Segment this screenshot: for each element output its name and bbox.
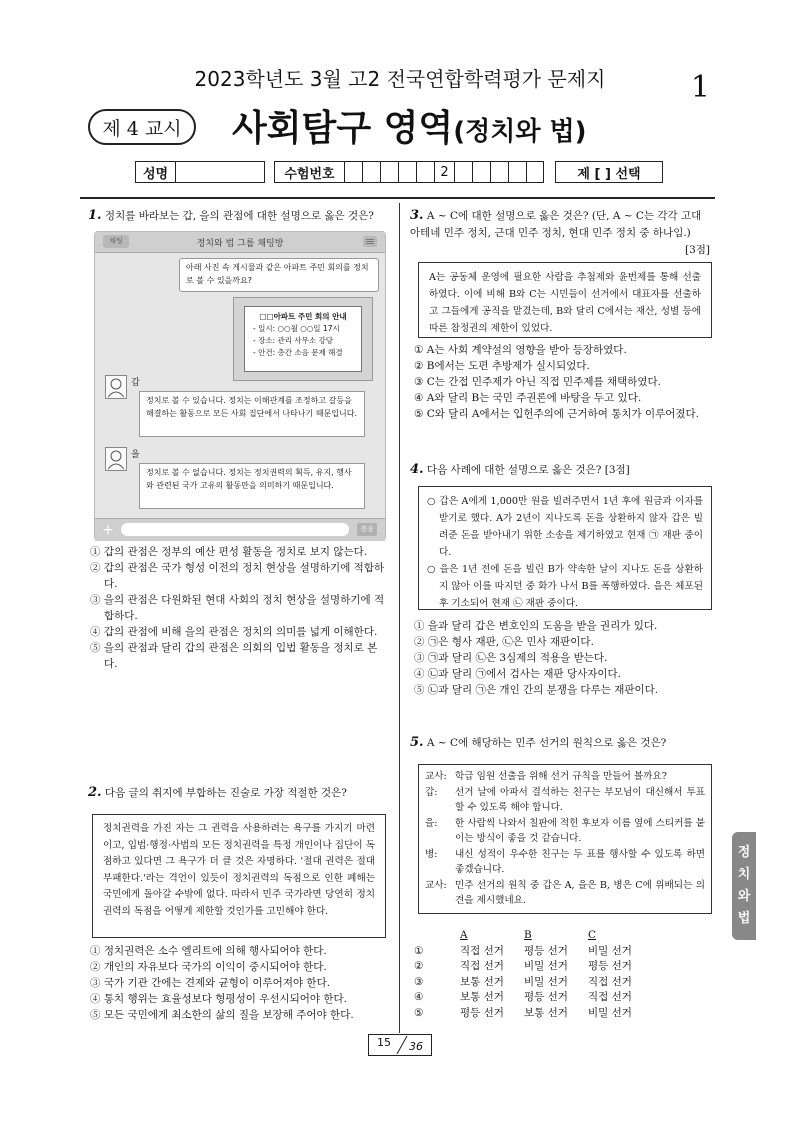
question-4-stem [410,461,710,479]
question-1-options [90,544,390,672]
option-3[interactable]: ③ 을의 관점은 다원화된 현대 사회의 정치 현상을 설명하기에 적합하다. [90,594,385,622]
answer-cell: 직접 선거 [460,960,504,972]
option-4[interactable]: ④ 갑의 관점에 비해 을의 관점은 정치의 의미를 넓게 이해한다. [90,626,378,638]
option-1[interactable]: ① 정치권력은 소수 엘리트에 의해 행사되어야 한다. [90,945,327,957]
option-4[interactable]: ④ A와 달리 B는 국민 주권론에 바탕을 두고 있다. [414,392,642,404]
question-5-stem [410,734,710,752]
header-c: C [588,929,597,941]
notice-board [244,306,362,372]
question-text: A ~ C에 대한 설명으로 옳은 것은? (단, A ~ C는 각각 고대 아테네 민주 정치, 근대 민주 정치, 현대 민주 정치 중 하나임.) [410,210,702,239]
case-1: ○ 갑은 A에게 1,000만 원을 빌려주면서 1년 후에 원금과 이자를 받기로 했다. A가 2년이 지나도록 돈을 상환하지 않자 갑은 빌려준 돈을 받아내기 위한 소송을 제기하였고 현재 ㉠ 재판 중이다. [427,496,703,558]
digit-box[interactable] [363,162,381,182]
utterance: 내신 성적이 우수한 친구는 두 표를 행사할 수 있도록 하면 좋겠습니다. [455,848,705,875]
exam-number-label: 수험번호 [275,162,345,182]
subject-name: 사회탐구 영역 [232,108,454,149]
header-a: A [460,929,468,941]
subject-detail: (정치와 법) [453,117,587,147]
header-b: B [524,929,532,941]
option-3[interactable]: ③ C는 간접 민주제가 아닌 직접 민주제를 채택하였다. [414,376,662,388]
option-1[interactable]: ① 갑의 관점은 정부의 예산 편성 활동을 정치로 보지 않는다. [90,546,368,558]
question-text: 정치를 바라보는 갑, 을의 관점에 대한 설명으로 옳은 것은? [104,210,374,222]
option-2[interactable]: ② 개인의 자유보다 국가의 이익이 중시되어야 한다. [90,961,327,973]
speaker-name: 갑 [131,378,140,388]
option-4[interactable]: ④ 통치 행위는 효율성보다 형평성이 우선시되어야 한다. [90,993,348,1005]
question-number: 1. [88,208,102,223]
name-label: 성명 [136,162,176,182]
answer-option-5[interactable] [414,1006,714,1022]
question-number: 2. [88,785,102,800]
digit-box[interactable] [399,162,417,182]
speaker-name: 을 [131,450,140,460]
exam-title: 2023학년도 3월 고2 전국연합학력평가 문제지 [194,67,606,91]
send-button[interactable]: 전송 [357,523,377,536]
chat-bubble-question: 아래 사진 속 게시물과 같은 아파트 주민 회의를 정치로 볼 수 있을까요? [179,258,379,292]
chat-back-button[interactable]: 채팅 [103,235,129,248]
digit-box[interactable] [455,162,473,182]
digit-box[interactable] [473,162,491,182]
page-number: 1 [690,70,710,105]
option-4[interactable]: ④ ㉡과 달리 ㉠에서 검사는 재판 당사자이다. [414,668,622,680]
utterance: 민주 선거의 원칙 중 갑은 A, 을은 B, 병은 C에 위배되는 의견을 제시했네요. [455,879,705,906]
name-blank[interactable] [176,162,264,182]
chat-input-bar [95,518,385,541]
answer-option-2[interactable] [414,959,714,975]
chat-bubble-gap: 정치로 볼 수 있습니다. 정치는 이해관계를 조정하고 갈등을 해결하는 활동으로 모든 사회 집단에서 나타나기 때문입니다. [139,391,365,437]
option-1[interactable]: ① A는 사회 계약설의 영향을 받아 등장하였다. [414,344,627,356]
question-number: 5. [410,735,424,750]
question-text: A ~ C에 해당하는 민주 선거의 원칙으로 옳은 것은? [426,737,667,749]
answer-cell: 직접 선거 [460,944,504,957]
avatar-icon [105,447,127,471]
notice-photo [233,297,373,381]
speaker: 병: [425,848,438,860]
question-text: 다음 사례에 대한 설명으로 옳은 것은? [3점] [426,464,630,476]
digit-box[interactable] [491,162,509,182]
chat-title: 정치와 법 그룹 채팅방 [196,239,284,249]
subject-title [232,100,587,151]
digit-box[interactable] [527,162,543,182]
name-field[interactable] [135,161,265,183]
speaker: 교사: [425,771,447,782]
answer-cell: 보통 선거 [460,975,504,988]
chat-title-bar [95,232,385,253]
dialogue-line [425,785,705,816]
option-5[interactable]: ⑤ ㉡과 달리 ㉠은 개인 간의 분쟁을 다루는 재판이다. [414,684,659,696]
menu-icon[interactable] [363,236,377,247]
case-2: ○ 을은 1년 전에 돈을 빌린 B가 약속한 날이 지나도 돈을 상환하지 않아 이를 따지던 중 화가 나서 B를 폭행하였다. 을은 체포된 후 기소되어 현재 ㉡ 재판 중이다. [427,564,703,609]
answer-cell: 직접 선거 [588,991,632,1003]
answer-cell: 평등 선거 [524,991,568,1003]
question-3-stem [410,207,710,259]
dialogue-line [425,769,705,785]
speaker: 갑: [425,786,438,798]
plus-icon[interactable]: + [102,522,114,538]
option-3[interactable]: ③ ㉠과 달리 ㉡은 3심제의 적용을 받는다. [414,652,608,664]
question-number: 3. [410,208,424,223]
option-marker: ④ [414,991,424,1003]
digit-box[interactable] [345,162,363,182]
option-5[interactable]: ⑤ 을의 관점과 달리 갑의 관점은 의회의 입법 활동을 정치로 본다. [90,642,378,670]
subject-side-tab [732,832,756,940]
option-5[interactable]: ⑤ 모든 국민에게 최소한의 삶의 질을 보장해 주어야 한다. [90,1009,354,1021]
period-badge: 제 4 교시 [88,109,196,145]
points-label: [3점] [684,244,710,256]
notice-title: □□아파트 주민 회의 안내 [259,312,347,321]
answer-cell: 평등 선거 [524,944,568,957]
answer-cell: 비밀 선거 [524,975,568,988]
utterance: 학급 임원 선출을 위해 선거 규칙을 만들어 볼까요? [455,771,667,782]
option-3[interactable]: ③ 국가 기관 간에는 견제와 균형이 이루어져야 한다. [90,977,331,989]
chat-window [94,231,386,541]
answer-table-header [414,928,714,944]
option-marker: ③ [414,975,424,988]
speaker: 교사: [425,879,447,891]
digit-box[interactable] [417,162,435,182]
answer-option-4[interactable] [414,990,714,1006]
option-marker: ① [414,944,424,957]
utterance: 선거 날에 아파서 결석하는 친구는 부모님이 대신해서 투표할 수 있도록 해야 합니다. [455,786,705,813]
option-5[interactable]: ⑤ C와 달리 A에서는 입헌주의에 근거하여 통치가 이루어졌다. [414,408,700,420]
answer-cell: 비밀 선거 [524,960,568,972]
current-page: 15 [377,1036,391,1049]
avatar-icon [105,375,127,399]
chat-bubble-eul: 정치로 볼 수 없습니다. 정치는 정치권력의 획득, 유지, 행사와 관련된 국가 고유의 활동만을 의미하기 때문입니다. [139,463,365,509]
speaker: 을: [425,817,438,829]
side-tab-label: 정치와 법 [737,845,751,926]
question-4-cases [418,486,712,610]
column-divider [399,203,400,1033]
utterance: 한 사람씩 나와서 칠판에 적힌 후보자 이름 옆에 스티커를 붙이는 방식이 좋을 것 같습니다. [455,817,705,844]
header-rule [80,197,715,199]
digit-box[interactable] [381,162,399,182]
question-1-stem [88,207,388,225]
option-2[interactable]: ② 갑의 관점은 국가 형성 이전의 정치 현상을 설명하기에 적합하다. [90,562,385,590]
dialogue-line [425,878,705,909]
answer-cell: 보통 선거 [460,991,504,1003]
answer-cell: 보통 선거 [524,1006,568,1019]
question-text: 다음 글의 취지에 부합하는 진술로 가장 적절한 것은? [104,787,347,799]
chat-input[interactable] [121,523,349,536]
option-2[interactable]: ② B에서는 도편 추방제가 실시되었다. [414,360,590,372]
dialogue-line [425,847,705,878]
option-marker: ② [414,960,424,972]
exam-number-field[interactable] [274,161,544,183]
notice-line: - 일시: ○○월 ○○일 17시 [253,324,340,333]
choice-label: 제 [ ] 선택 [577,166,641,182]
option-2[interactable]: ② ㉠은 형사 재판, ㉡은 민사 재판이다. [414,636,594,648]
answer-cell: 비밀 선거 [588,944,632,957]
question-2-stem [88,784,388,802]
choice-field[interactable] [555,161,663,183]
question-2-options [90,943,390,1023]
answer-cell: 평등 선거 [460,1006,504,1019]
question-4-options [414,618,714,698]
option-marker: ⑤ [414,1006,424,1019]
notice-line: - 안건: 층간 소음 문제 해결 [253,348,343,357]
total-pages: 36 [409,1040,423,1053]
answer-cell: 평등 선거 [588,960,632,972]
question-3-passage: A는 공동체 운영에 필요한 사람을 추첨제와 윤번제를 통해 선출하였다. 이에 비해 B와 C는 시민들이 선거에서 대표자를 선출하고 그들에게 공직을 맡겼는데, B와 달리 C에서는 재산, 성별 등에 따른 참정권의 제한이 있었다. [418,262,712,338]
answer-option-1[interactable] [414,944,714,960]
digit-box: 2 [435,162,455,182]
page-counter [368,1034,432,1056]
question-5-dialogue [418,764,712,914]
question-number: 4. [410,462,424,477]
dialogue-line [425,816,705,847]
notice-line: - 장소: 관리 사무소 강당 [253,336,333,345]
answer-option-3[interactable] [414,975,714,991]
option-1[interactable]: ① 을과 달리 갑은 변호인의 도움을 받을 권리가 있다. [414,620,658,632]
digit-box[interactable] [509,162,527,182]
question-3-options [414,342,714,422]
answer-cell: 직접 선거 [588,975,632,988]
answer-cell: 비밀 선거 [588,1006,632,1019]
answer-table [414,928,714,1021]
question-2-passage: 정치권력을 가진 자는 그 권력을 사용하려는 욕구를 가지기 마련이고, 입법·행정·사법의 모든 정치권력을 특정 개인이나 집단이 독점하고 있다면 그 욕구가 더 클 것은 자명하다. '절대 권력은 절대 부패한다.'라는 격언이 있듯이 정치권력의 독점으로 인한 폐해는 국민에게 돌아갈 수밖에 없다. 따라서 민주 국가라면 당연히 정치권력의 독점을 어떻게 제한할 것인가를 고민해야 한다. [92,814,386,938]
